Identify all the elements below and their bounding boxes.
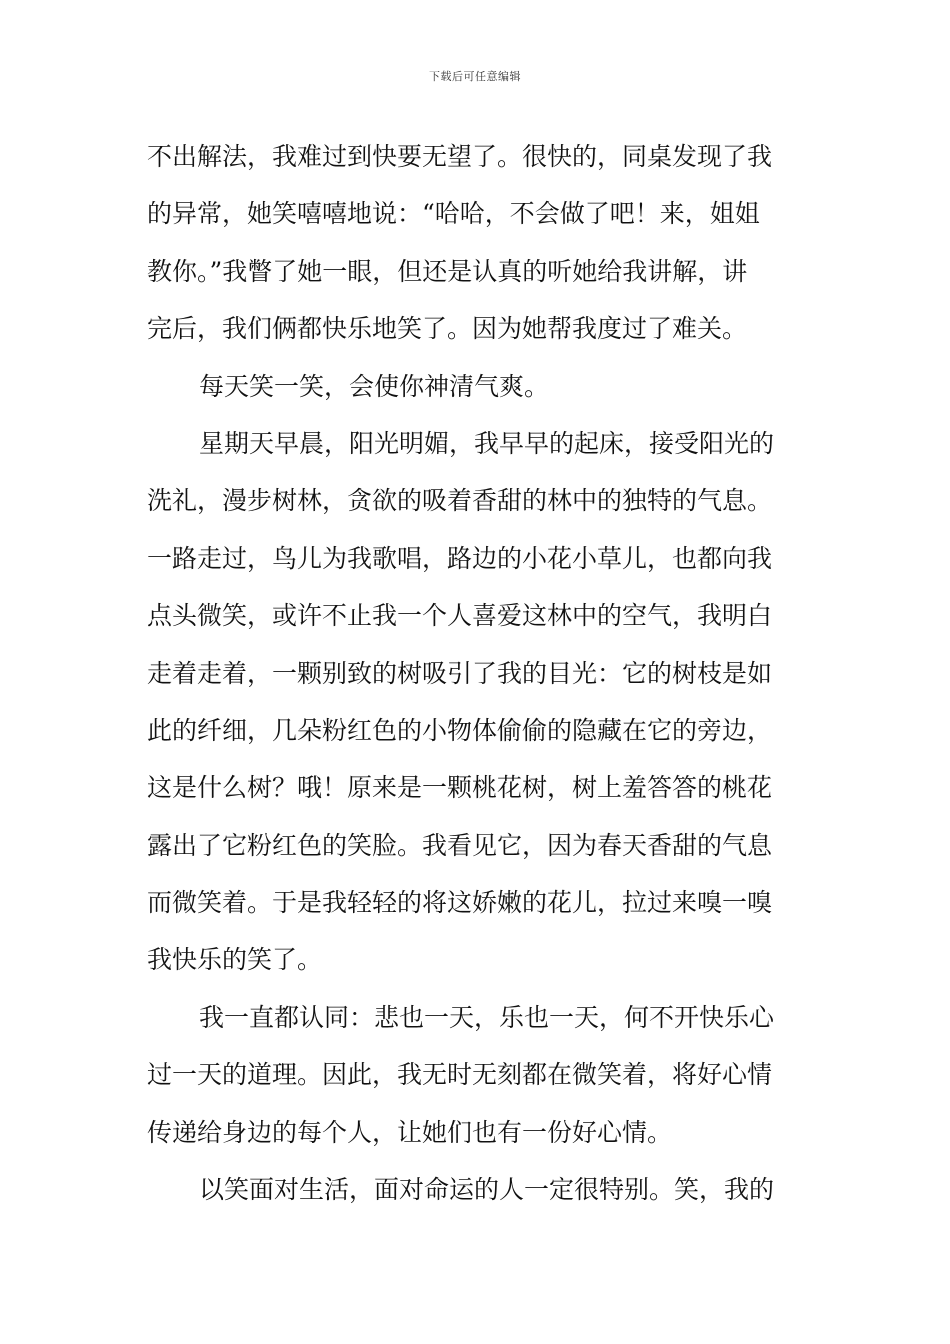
text-line: 露出了它粉红色的笑脸。我看见它，因为春天香甜的气息 [147, 830, 773, 860]
text-line: 而微笑着。于是我轻轻的将这娇嫩的花儿，拉过来嗅一嗅 [147, 888, 773, 918]
text-line: 过一天的道理。因此，我无时无刻都在微笑着，将好心情 [147, 1060, 773, 1090]
text-line: 不出解法，我难过到快要无望了。很快的，同桌发现了我 [147, 142, 773, 171]
text-line: 点头微笑，或许不止我一个人喜爱这林中的空气，我明白 [147, 601, 773, 631]
paragraph-start-line: 以笑面对生活，面对命运的人一定很特别。笑，我的 [199, 1175, 775, 1205]
text-line: 洗礼，漫步树林，贪欲的吸着香甜的林中的独特的气息。 [147, 486, 773, 516]
text-line: 我快乐的笑了。 [147, 945, 323, 975]
text-line: 完后，我们俩都快乐地笑了。因为她帮我度过了难关。 [147, 314, 748, 344]
paragraph-start-line: 每天笑一笑，会使你神清气爽。 [199, 371, 550, 401]
document-body [147, 128, 807, 1218]
text-line: 一路走过，鸟儿为我歌唱，路边的小花小草儿，也都向我 [147, 543, 773, 573]
page-header: 下载后可任意编辑 [429, 70, 521, 83]
paragraph-start-line: 星期天早晨，阳光明媚，我早早的起床，接受阳光的 [199, 428, 775, 458]
text-line: 此的纤细，几朵粉红色的小物体偷偷的隐藏在它的旁边， [147, 715, 773, 745]
text-line: 走着走着，一颗别致的树吸引了我的目光：它的树枝是如 [147, 658, 773, 688]
text-line: 教你。”我瞥了她一眼，但还是认真的听她给我讲解，讲 [147, 256, 748, 286]
text-line: 传递给身边的每个人，让她们也有一份好心情。 [147, 1117, 673, 1147]
paragraph-start-line: 我一直都认同：悲也一天，乐也一天，何不开快乐心 [199, 1002, 775, 1032]
text-line: 的异常，她笑嘻嘻地说：“哈哈，不会做了吧！来，姐姐 [147, 199, 760, 229]
text-line: 这是什么树？哦！原来是一颗桃花树，树上羞答答的桃花 [147, 773, 773, 803]
